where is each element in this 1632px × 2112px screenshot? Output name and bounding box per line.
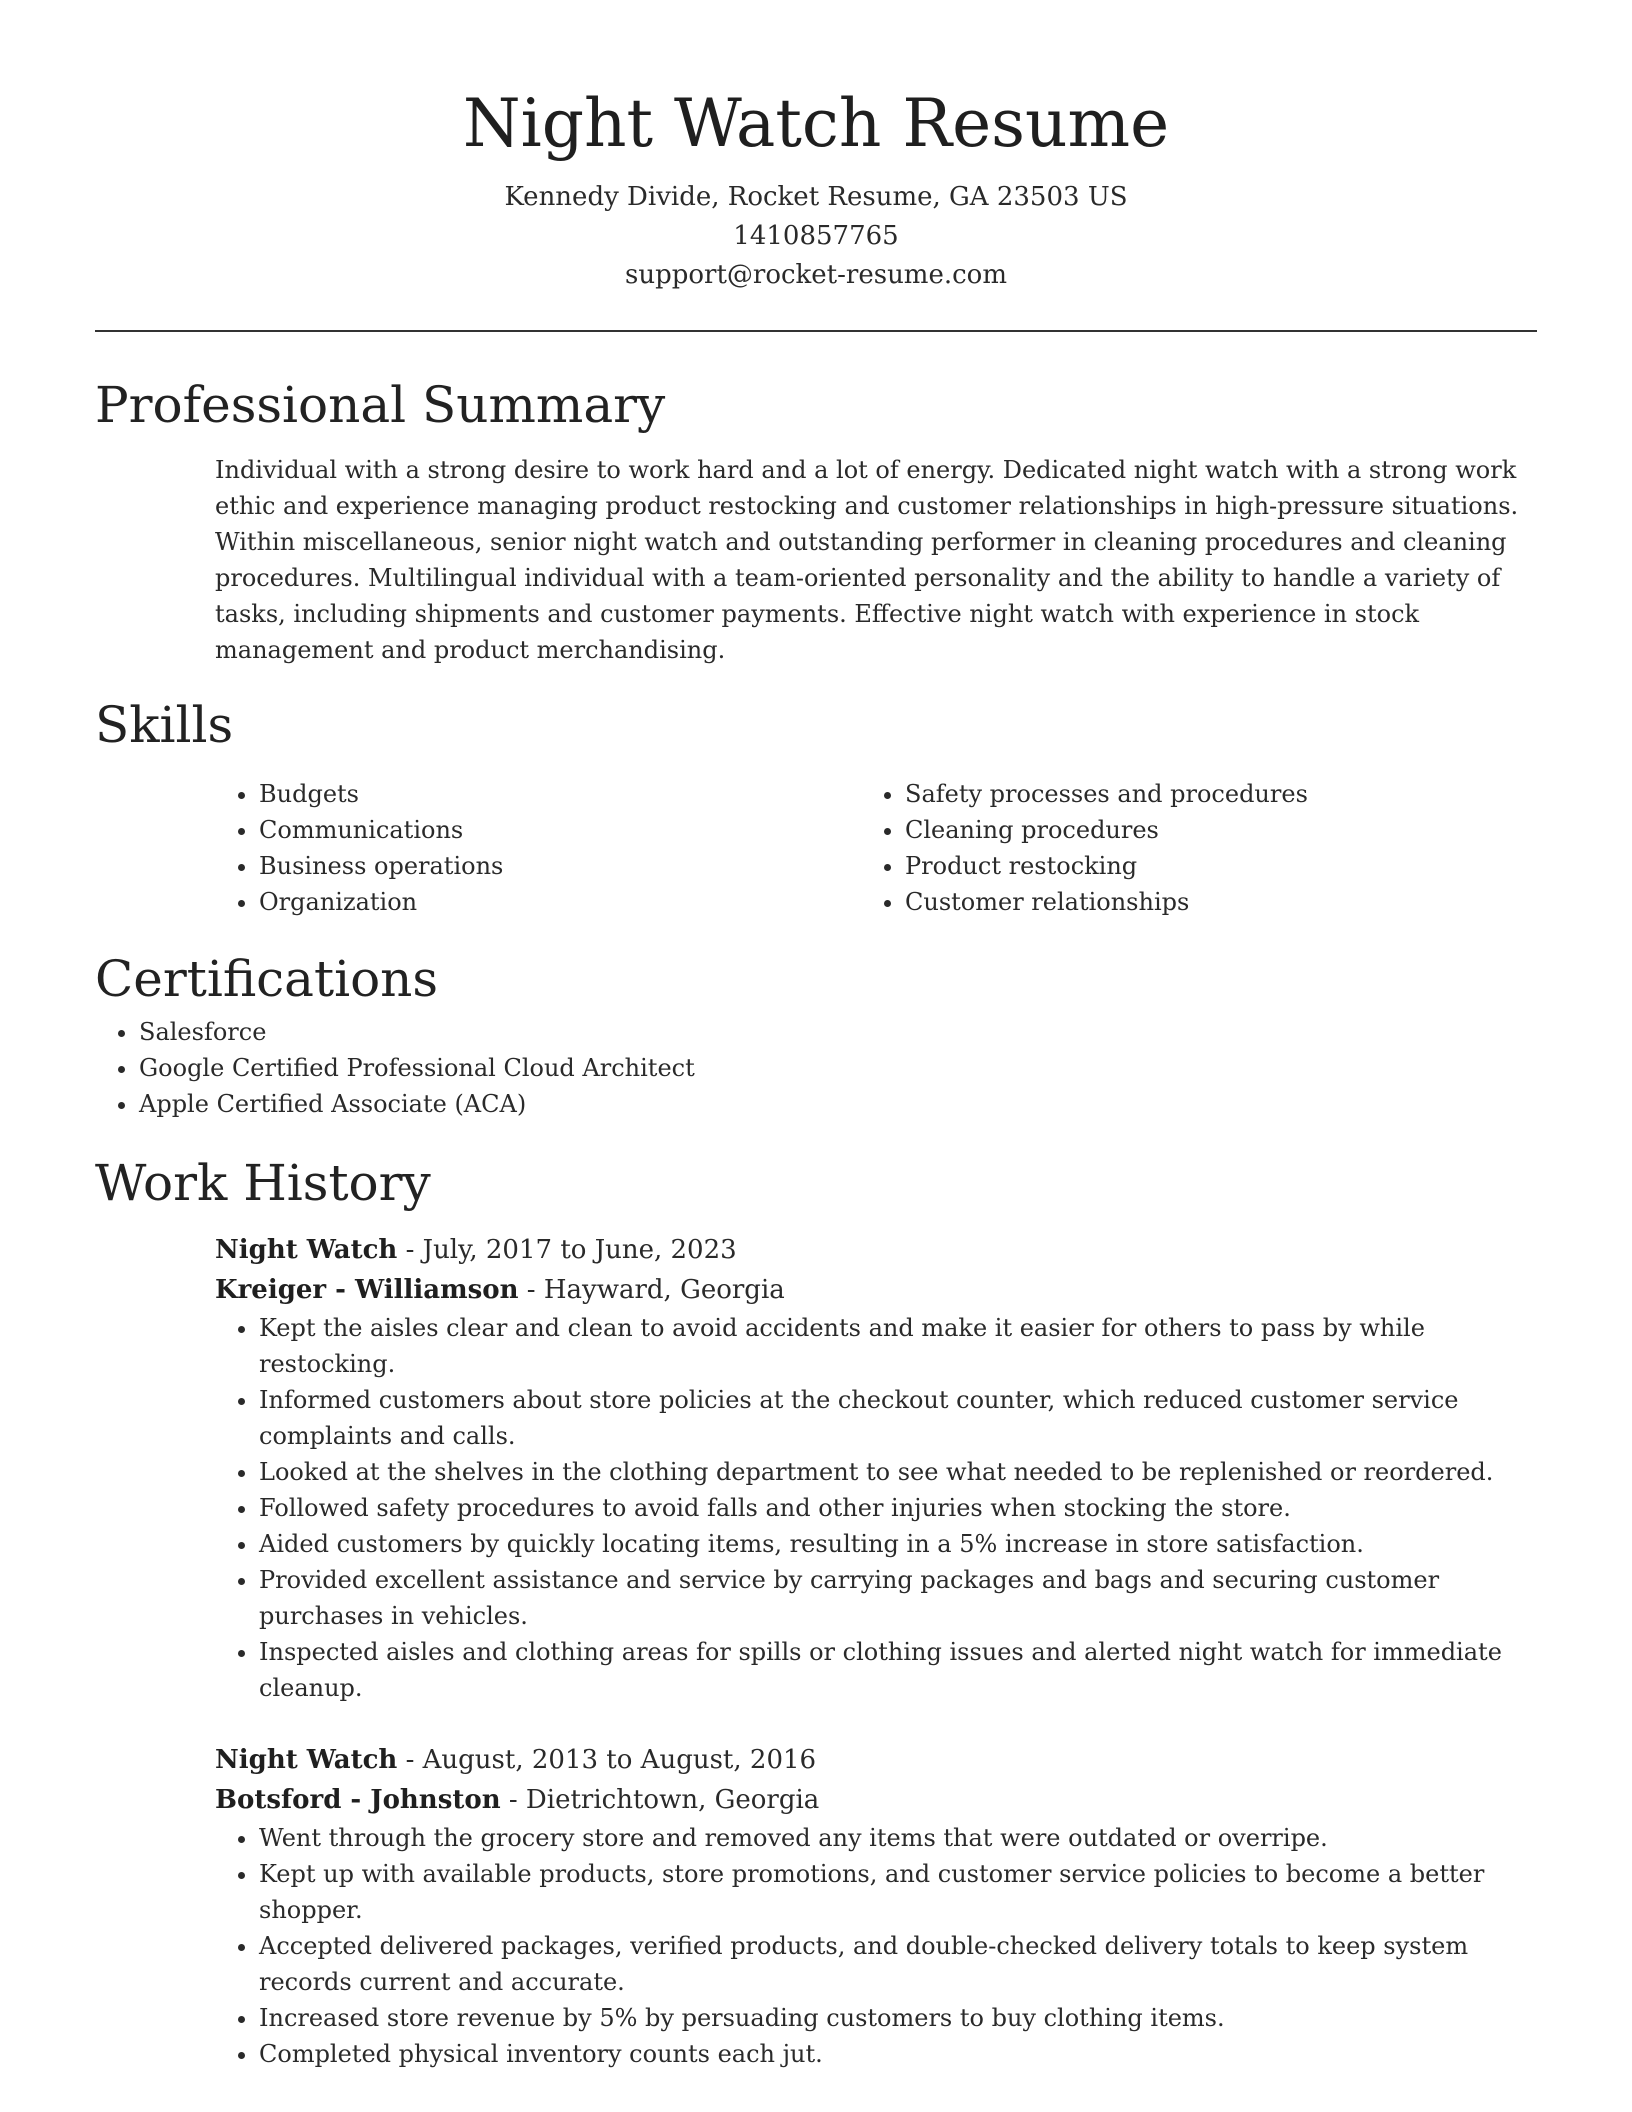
certifications-heading: Certifications xyxy=(95,950,439,1008)
skill-item: • Customer relationships xyxy=(905,884,1507,920)
job-company-line xyxy=(215,1270,1537,1310)
job-entry xyxy=(215,1230,1537,1706)
job-duty-item: • Looked at the shelves in the clothing department to see what needed to be replenished or reordered. xyxy=(259,1454,1537,1490)
certification-item: • Google Certified Professional Cloud Architect xyxy=(139,1050,1537,1086)
job-duty-item: • Informed customers about store policies at the checkout counter, which reduced customer service complaints and calls. xyxy=(259,1382,1537,1454)
job-company-line xyxy=(215,1780,1537,1820)
certifications-list xyxy=(95,1014,1537,1122)
job-company: Botsford - Johnston xyxy=(215,1785,501,1815)
job-duty-item: • Accepted delivered packages, verified products, and double-checked delivery totals to keep system records current and accurate. xyxy=(259,1928,1537,2000)
skill-item: • Budgets xyxy=(259,776,861,812)
skill-item: • Cleaning procedures xyxy=(905,812,1507,848)
job-duty-item: • Aided customers by quickly locating items, resulting in a 5% increase in store satisfaction. xyxy=(259,1526,1537,1562)
skill-item: • Safety processes and procedures xyxy=(905,776,1507,812)
skill-item: • Communications xyxy=(259,812,861,848)
certification-item: • Apple Certified Associate (ACA) xyxy=(139,1086,1537,1122)
skills-grid xyxy=(215,776,1537,920)
job-duty-item: • Kept the aisles clear and clean to avoid accidents and make it easier for others to pass by while restocking. xyxy=(259,1310,1537,1382)
summary-text: Individual with a strong desire to work hard and a lot of energy. Dedicated night watch with a strong work ethic and experience managing product restocking and customer relationships in high-pressure situations. Within miscellaneous, senior night watch and outstanding performer in cleaning procedures and cleaning procedures. Multilingual individual with a team-oriented personality and the ability to handle a variety of tasks, including shipments and customer payments. Effective night watch with experience in stock management and product merchandising. xyxy=(215,456,1519,664)
job-duty-item: • Kept up with available products, store promotions, and customer service policies to become a better shopper. xyxy=(259,1856,1537,1928)
certification-item: • Salesforce xyxy=(139,1014,1537,1050)
work-history-heading: Work History xyxy=(95,1154,431,1212)
summary-heading: Professional Summary xyxy=(95,376,666,434)
job-duty-item: • Inspected aisles and clothing areas for spills or clothing issues and alerted night watch for immediate cleanup. xyxy=(259,1634,1537,1706)
job-location: - Hayward, Georgia xyxy=(518,1275,785,1305)
contact-phone: 1410857765 xyxy=(733,221,899,251)
job-duty-item: • Completed physical inventory counts each jut. xyxy=(259,2036,1537,2072)
certifications-section xyxy=(95,944,1537,1122)
skills-section xyxy=(95,690,1537,920)
skills-list-right xyxy=(861,776,1507,920)
contact-email: support@rocket-resume.com xyxy=(624,260,1007,290)
job-duty-item: • Went through the grocery store and removed any items that were outdated or overripe. xyxy=(259,1820,1537,1856)
job-location: - Dietrichtown, Georgia xyxy=(500,1785,820,1815)
job-duty-item: • Provided excellent assistance and service by carrying packages and bags and securing customer purchases in vehicles. xyxy=(259,1562,1537,1634)
job-duties-list xyxy=(215,1310,1537,1706)
skills-heading: Skills xyxy=(95,696,234,754)
job-company: Kreiger - Williamson xyxy=(215,1275,519,1305)
work-history-section xyxy=(95,1148,1537,2072)
job-duty-item: • Increased store revenue by 5% by persuading customers to buy clothing items. xyxy=(259,2000,1537,2036)
job-dates: - July, 2017 to June, 2023 xyxy=(397,1235,737,1265)
job-duties-list xyxy=(215,1820,1537,2072)
job-duty-item: • Followed safety procedures to avoid falls and other injuries when stocking the store. xyxy=(259,1490,1537,1526)
job-role: Night Watch xyxy=(215,1235,398,1265)
job-dates: - August, 2013 to August, 2016 xyxy=(397,1745,817,1775)
summary-section xyxy=(95,370,1537,668)
skill-item: • Organization xyxy=(259,884,861,920)
job-title-line xyxy=(215,1740,1537,1780)
header-divider xyxy=(95,330,1537,332)
job-entry xyxy=(215,1740,1537,2072)
skills-list-left xyxy=(215,776,861,920)
contact-address: Kennedy Divide, Rocket Resume, GA 23503 US xyxy=(504,182,1128,212)
skill-item: • Product restocking xyxy=(905,848,1507,884)
job-role: Night Watch xyxy=(215,1745,398,1775)
skill-item: • Business operations xyxy=(259,848,861,884)
contact-block xyxy=(95,178,1537,295)
resume-header xyxy=(95,0,1537,295)
skills-column-left xyxy=(215,776,861,920)
resume-name: Night Watch Resume xyxy=(462,85,1170,162)
skills-column-right xyxy=(861,776,1507,920)
job-title-line xyxy=(215,1230,1537,1270)
